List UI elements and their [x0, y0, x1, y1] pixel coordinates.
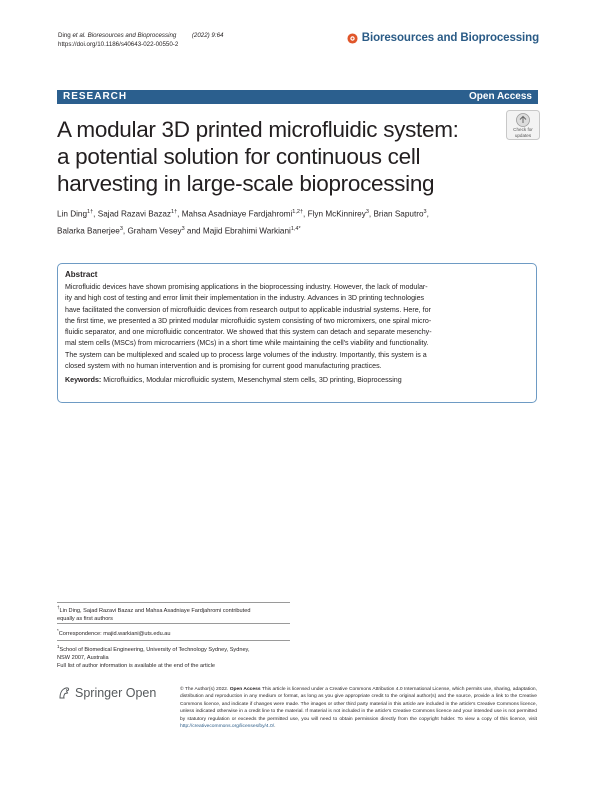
- author-name: Graham Vesey: [127, 226, 182, 236]
- footnote-text: equally as first authors: [57, 615, 113, 622]
- doi-link[interactable]: https://doi.org/10.1186/s40643-022-00550-2: [58, 41, 179, 48]
- footnote-text: School of Biomedical Engineering, University of Technology Sydney, Sydney,: [59, 646, 250, 653]
- footnote-text: Full list of author information is available at the end of the article: [57, 662, 215, 669]
- author-name: Sajad Razavi Bazaz: [97, 209, 172, 219]
- abstract-line: fluidic separator, and one microfluidic concentrator. We showed that this system can detach and separate mesenchy-: [65, 328, 432, 337]
- journal-brand: [347, 32, 539, 44]
- title-line-2: a potential solution for continuous cell: [57, 144, 421, 169]
- footnote-correspondence: [57, 627, 297, 638]
- citation-line: [58, 31, 223, 40]
- author-line-2: Balarka Banerjee$^3$, Graham Vesey$^3$ and Majid Ebrahimi Warkiani$^{1,4*}$: [57, 225, 301, 236]
- journal-logo-icon: [347, 33, 358, 44]
- abstract-heading: Abstract: [65, 270, 98, 279]
- article-title: [57, 116, 487, 197]
- badge-label-2: updates: [514, 132, 532, 138]
- keywords-label: Keywords:: [65, 376, 102, 385]
- footnote-contribution: [57, 604, 297, 623]
- open-access-label: Open Access: [469, 91, 532, 102]
- publisher-name: [75, 686, 156, 700]
- keywords-list: Microfluidics, Modular microfluidic system, Mesenchymal stem cells, 3D printing, Bioprocessing: [103, 376, 402, 385]
- abstract-text: [65, 282, 529, 372]
- author-list: [57, 205, 527, 238]
- footnote-mark: †: [57, 605, 60, 610]
- abstract-line: closed system with no human intervention and is promising for current good manufacturing practices.: [65, 362, 382, 371]
- author-line-1: Lin Ding$^{1\dagger}$, Sajad Razavi Bazaz$^{1\dagger}$, Mahsa Asadniaye Fardjahromi$^{1,2\dagger}$, Flyn McKinnirey$^3$, Brian Saputro$^3$,: [57, 209, 429, 219]
- springer-horse-icon: [57, 686, 71, 700]
- footnote-divider: [57, 623, 290, 624]
- footnote-mark: 1: [57, 644, 60, 649]
- author-affiliation: 3: [181, 225, 185, 232]
- abstract-line: The system can be multiplexed and scaled up to process large volumes of the industry. Importantly, this system is a: [65, 350, 427, 359]
- author-affiliation: 1†: [171, 209, 178, 215]
- citation-journal: et al. Bioresources and Bioprocessing: [72, 32, 177, 39]
- publisher-logo: [57, 686, 156, 700]
- abstract-line: have facilitated the conversion of microfluidic devices from research output to applicable industrial systems. Here, for: [65, 305, 431, 314]
- author-affiliation: 3: [365, 209, 369, 215]
- keywords: [65, 375, 529, 386]
- journal-name: Bioresources and Bioprocessing: [361, 32, 539, 44]
- abstract-line: mal stem cells (MSCs) from microcarriers (MCs) in a short time while maintaining the cell's viability and functionality.: [65, 339, 429, 348]
- license-end: .: [274, 724, 276, 730]
- author-name: Majid Ebrahimi Warkiani: [202, 226, 291, 236]
- author-name: Lin Ding: [57, 209, 88, 219]
- article-type-band: [57, 90, 538, 104]
- author-name: Brian Saputro: [373, 209, 424, 219]
- check-for-updates-badge[interactable]: [506, 110, 540, 140]
- author-affiliation: 3: [423, 209, 427, 215]
- badge-label-1: Check for: [513, 127, 533, 132]
- title-line-1: A modular 3D printed microfluidic system:: [57, 117, 459, 142]
- abstract-box: [57, 263, 537, 403]
- footnote-text: NSW 2007, Australia: [57, 654, 109, 661]
- citation-block: [58, 31, 223, 49]
- abstract-line: the first time, we presented a 3D printed modular microfluidic system consisting of two micromixers, one spiral micro-: [65, 316, 432, 325]
- title-line-3: harvesting in large-scale bioprocessing: [57, 171, 435, 196]
- article-type-label: RESEARCH: [63, 91, 128, 102]
- citation-year: (2022) 9:64: [191, 32, 224, 39]
- footnote-mark: *: [57, 628, 59, 633]
- abstract-line: Microfluidic devices have shown promising applications in the bioprocessing industry. However, the lack of modular-: [65, 283, 428, 291]
- author-affiliation: 1,4*: [290, 225, 301, 232]
- author-name: Mahsa Asadniaye Fardjahromi: [181, 209, 293, 219]
- publisher-springer: Springer: [75, 686, 123, 700]
- author-affiliation: 1†: [87, 209, 94, 215]
- author-affiliation: 1,2†: [292, 209, 304, 215]
- abstract-line: ity and high cost of testing and error limit their implementation in the industry. Advances in 3D printing technologies: [65, 294, 425, 303]
- publisher-open: Open: [125, 686, 157, 700]
- license-body: This article is licensed under a Creative Commons Attribution 4.0 International License, which permits use, sharing, adaptation, distribution and reproduction in any medium or format, as long as you give appropriate credit to the original author(s) and the source, provide a link to the Creative Commons licence, and indicate if changes were made. The images or other third party material in this article are included in the article's Creative Commons licence, unless indicated otherwise in a credit line to the material. If material is not included in the article's Creative Commons licence and your intended use is not permitted by statutory regulation or exceeds the permitted use, you will need to obtain permission directly from the copyright holder. To view a copy of this licence, visit: [180, 687, 537, 722]
- author-name: Balarka Banerjee: [57, 226, 120, 236]
- footnote-text: Lin Ding, Sajad Razavi Bazaz and Mahsa Asadniaye Fardjahromi contributed: [59, 607, 251, 614]
- citation-author: Ding: [58, 32, 71, 39]
- correspondence-email[interactable]: Correspondence: majid.warkiani@uts.edu.au: [58, 630, 171, 637]
- license-copyright: © The Author(s) 2022.: [180, 687, 229, 692]
- license-text: [180, 686, 537, 730]
- footnote-divider: [57, 640, 290, 641]
- footnote-divider: [57, 602, 290, 603]
- author-affiliation: 3: [119, 225, 123, 232]
- license-url[interactable]: http://creativecommons.org/licenses/by/4.0/: [180, 724, 275, 730]
- license-oa-label: Open Access: [229, 687, 261, 692]
- author-name: Flyn McKinnirey: [307, 209, 366, 219]
- footnote-affiliation: [57, 643, 297, 670]
